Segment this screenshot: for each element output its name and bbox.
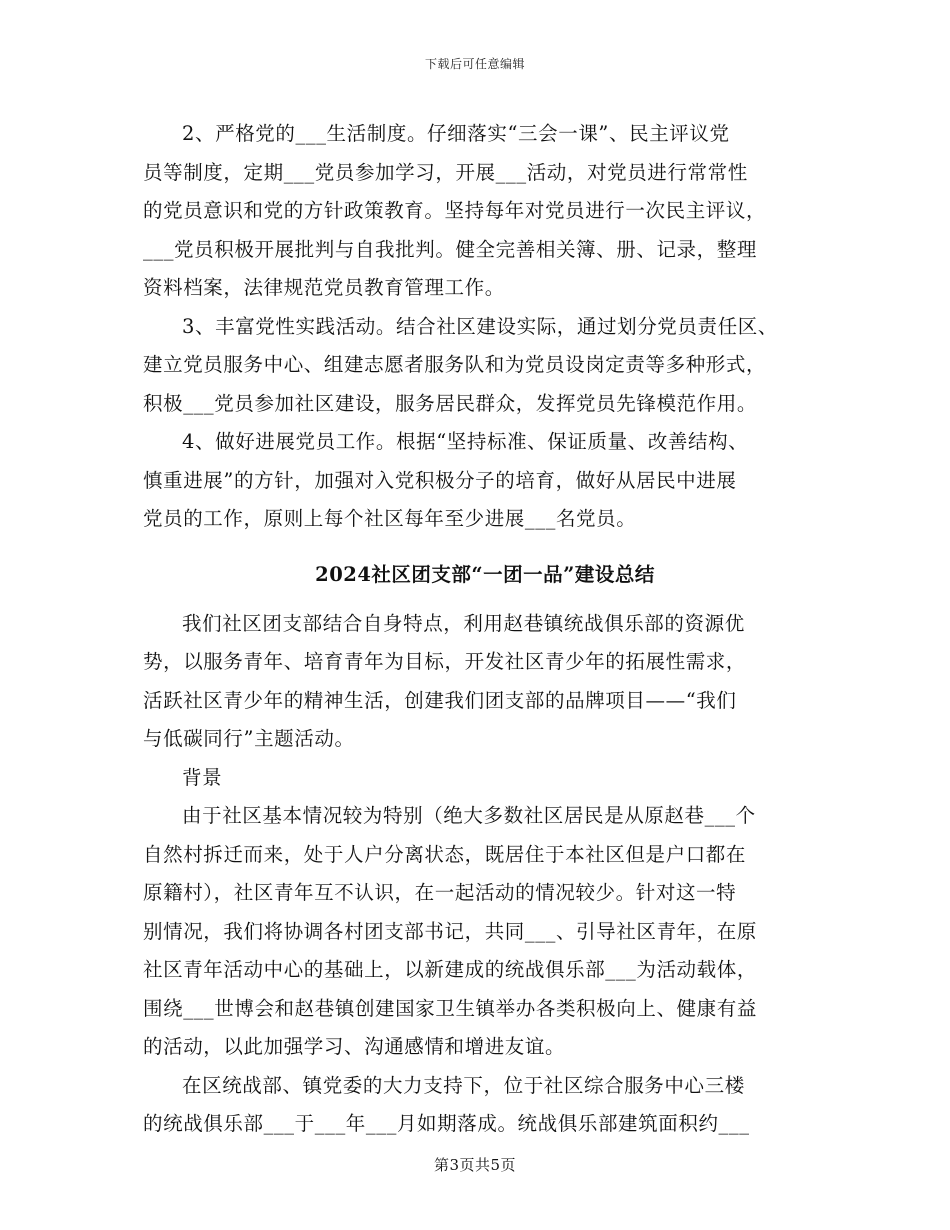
paragraph-line: 与低碳同行”主题活动。 xyxy=(143,727,355,750)
page-header: 下载后可任意编辑 xyxy=(424,57,525,71)
paragraph-line: 建立党员服务中心、组建志愿者服务队和为党员设岗定责等多种形式， xyxy=(143,353,767,376)
paragraph-line: 的统战俱乐部___于___年___月如期落成。统战俱乐部建筑面积约___ xyxy=(143,1112,750,1135)
paragraph-line: 慎重进展”的方针，加强对入党积极分子的培育，做好从居民中进展 xyxy=(143,468,737,492)
paragraph-line: 势，以服务青年、培育青年为目标，开发社区青少年的拓展性需求， xyxy=(143,650,747,673)
paragraph-line: 自然村拆迁而来，处于人户分离状态，既居住于本社区但是户口都在 xyxy=(143,842,747,866)
paragraph-line: 原籍村），社区青年互不认识，在一起活动的情况较少。针对这一特 xyxy=(143,881,737,904)
paragraph-line: 在区统战部、镇党委的大力支持下，位于社区综合服务中心三楼 xyxy=(182,1073,745,1097)
paragraph-line: 围绕___世博会和赵巷镇创建国家卫生镇举办各类积极向上、健康有益 xyxy=(143,996,757,1020)
paragraph-line: ___党员积极开展批判与自我批判。健全完善相关簿、册、记录，整理 xyxy=(143,237,757,261)
paragraph-line: 党员的工作，原则上每个社区每年至少进展___名党员。 xyxy=(143,507,637,530)
paragraph-line: 的党员意识和党的方针政策教育。坚持每年对党员进行一次民主评议， xyxy=(143,199,767,222)
subheading-background: 背景 xyxy=(182,765,223,789)
paragraph-line: 别情况，我们将协调各村团支部书记，共同___、引导社区青年，在原 xyxy=(143,919,757,943)
paragraph-line: 由于社区基本情况较为特别（绝大多数社区居民是从原赵巷___个 xyxy=(182,804,756,827)
paragraph-line: 4、做好进展党员工作。根据“坚持标准、保证质量、改善结构、 xyxy=(182,430,749,453)
paragraph-line: 2、严格党的___生活制度。仔细落实“三会一课”、民主评议党 xyxy=(182,122,730,145)
paragraph-line: 3、丰富党性实践活动。结合社区建设实际，通过划分党员责任区、 xyxy=(182,314,778,338)
page-footer: 第3页共5页 xyxy=(433,1156,517,1174)
paragraph-line: 我们社区团支部结合自身特点，利用赵巷镇统战俱乐部的资源优 xyxy=(182,611,745,635)
paragraph-line: 资料档案，法律规范党员教育管理工作。 xyxy=(143,276,505,299)
paragraph-line: 的活动，以此加强学习、沟通感情和增进友谊。 xyxy=(143,1035,566,1058)
paragraph-line: 积极___党员参加社区建设，服务居民群众，发挥党员先锋模范作用。 xyxy=(143,391,757,415)
paragraph-line: 员等制度，定期___党员参加学习，开展___活动，对党员进行常常性 xyxy=(143,160,748,184)
document-body xyxy=(143,115,827,1144)
paragraph-line: 活跃社区青少年的精神生活，创建我们团支部的品牌项目——“我们 xyxy=(143,688,737,712)
paragraph-line: 社区青年活动中心的基础上，以新建成的统战俱乐部___为活动载体， xyxy=(143,958,757,981)
section-title: 2024社区团支部“一团一品”建设总结 xyxy=(315,562,655,586)
